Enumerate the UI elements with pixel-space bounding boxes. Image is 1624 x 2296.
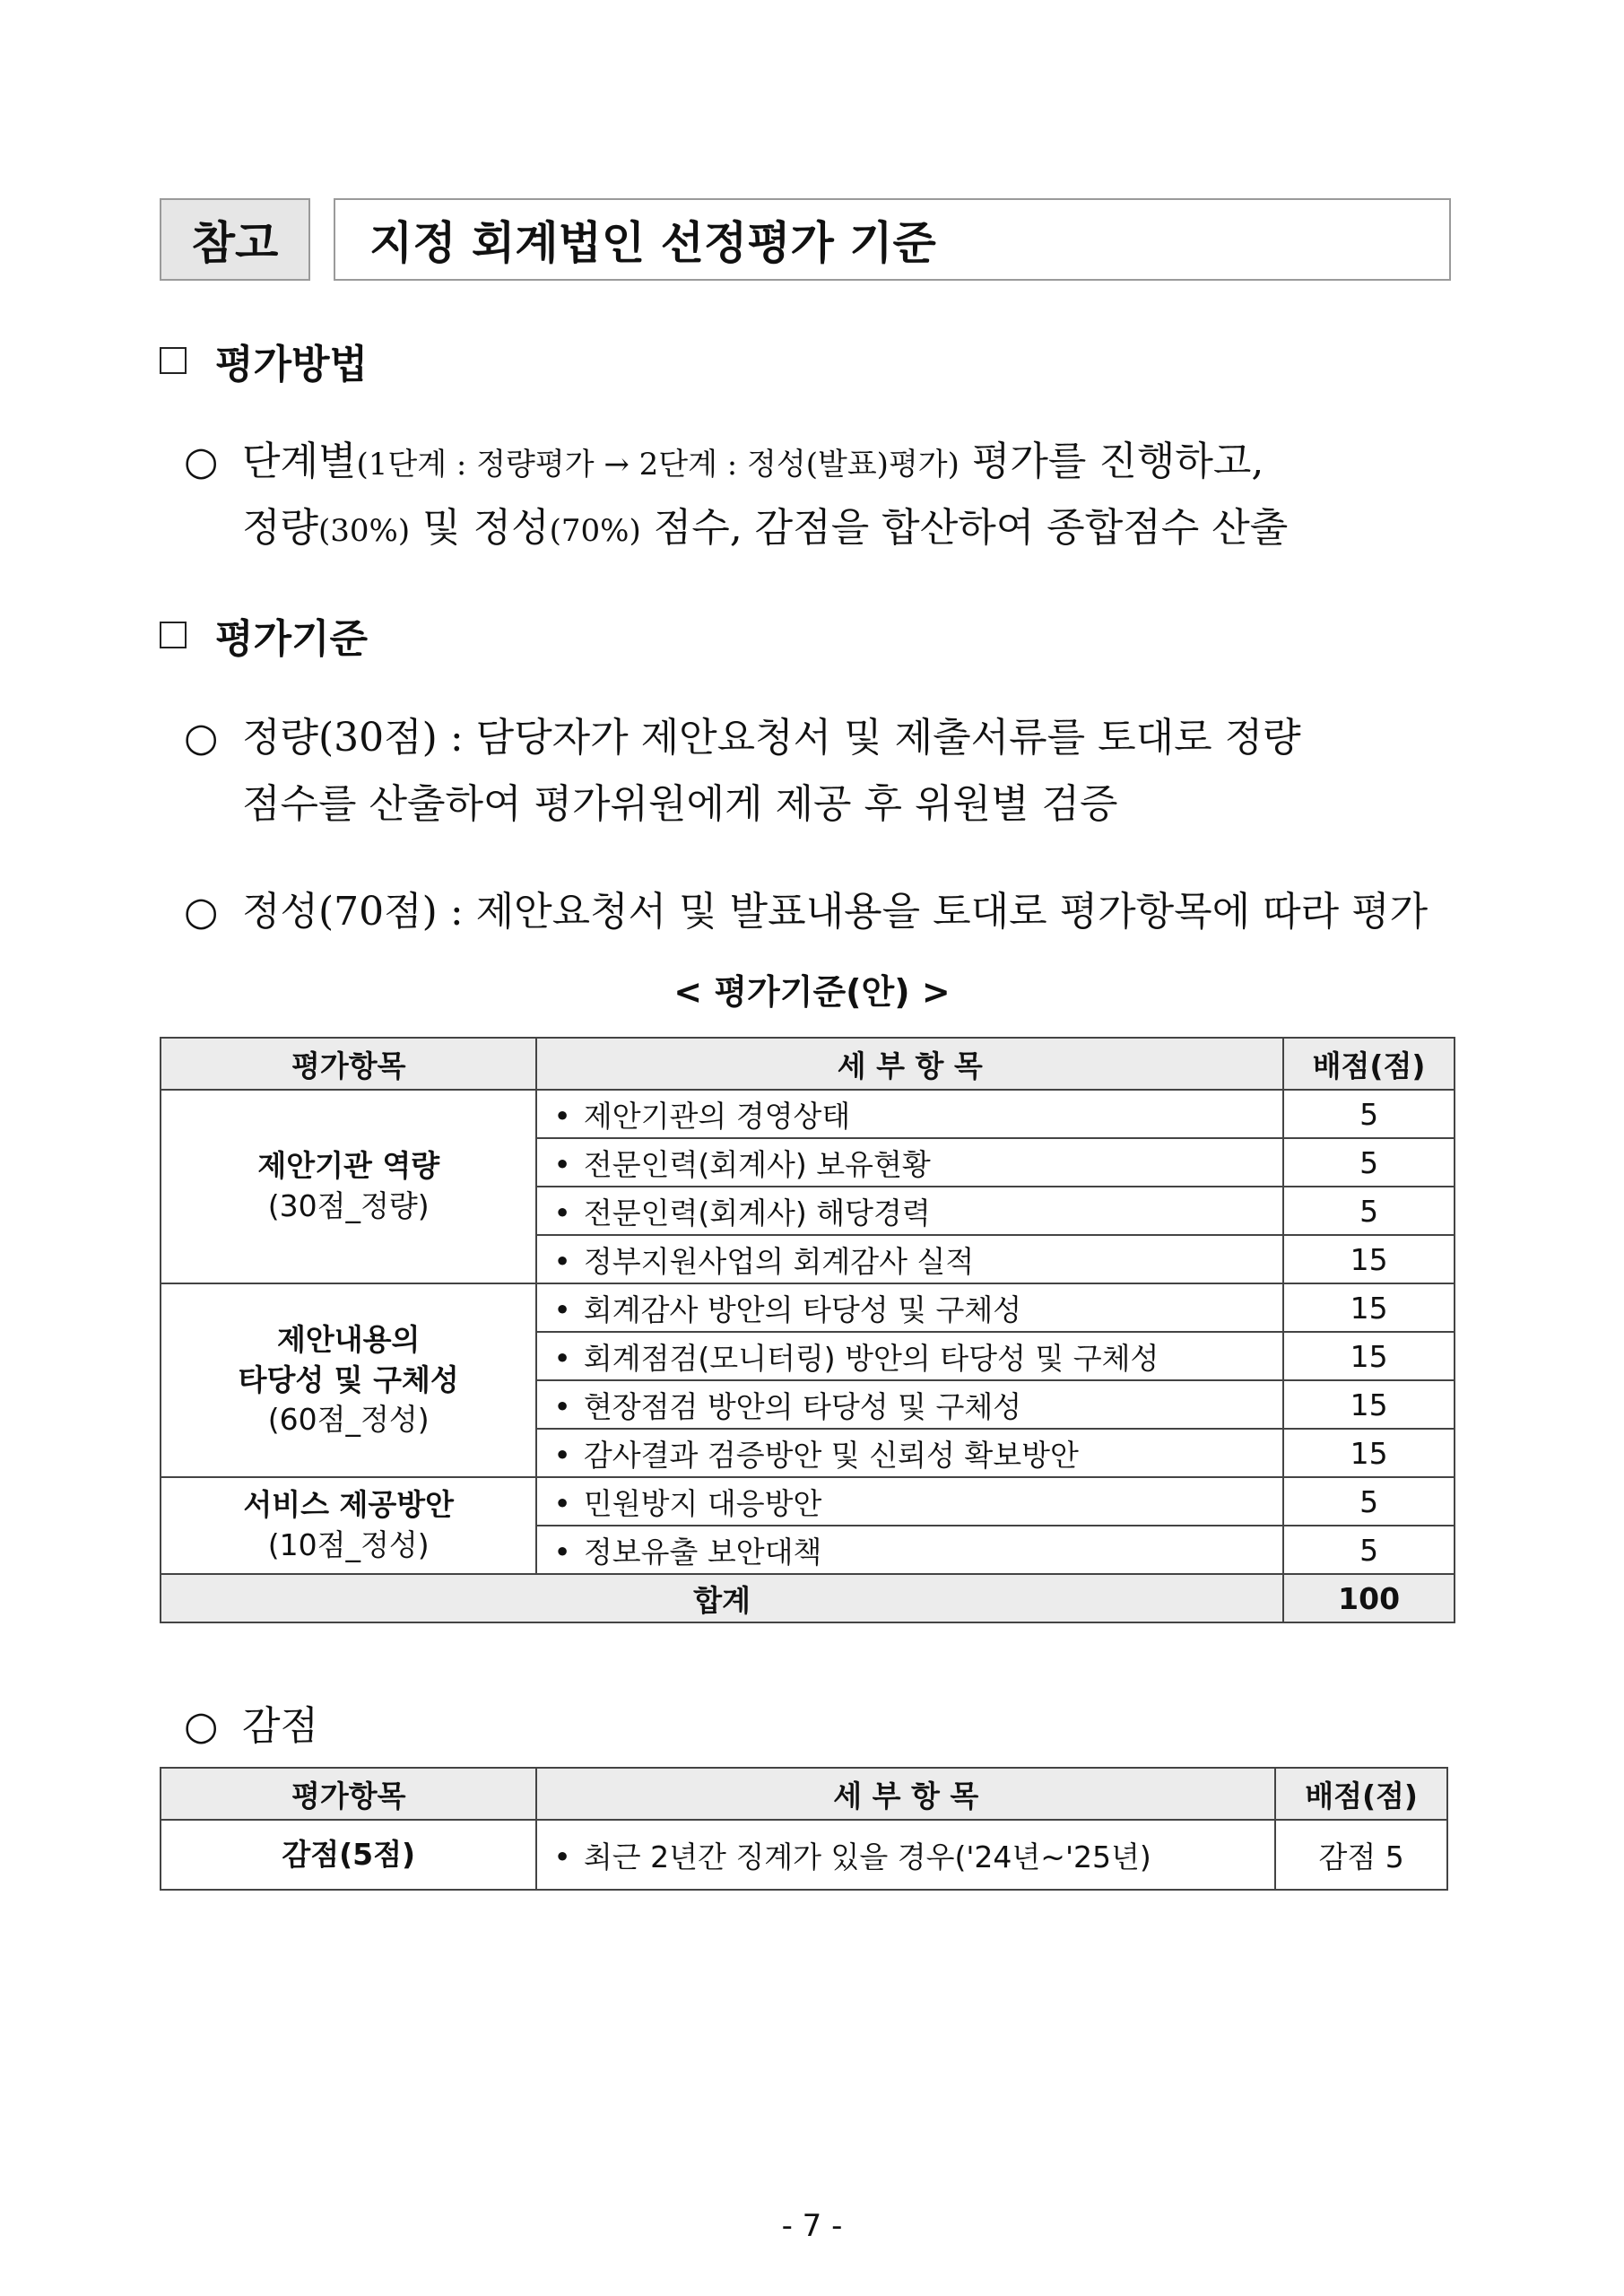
table-row	[161, 1820, 1447, 1890]
checkbox-square-icon	[160, 347, 187, 374]
category-name: 제안기관 역량	[257, 1148, 440, 1184]
points-cell: 15	[1283, 1429, 1455, 1477]
bullet-dot-icon: •	[553, 1292, 571, 1327]
checkbox-square-icon	[160, 622, 187, 648]
detail-cell	[536, 1090, 1283, 1138]
points-cell: 감점 5	[1275, 1820, 1447, 1890]
criteria-bullet-1	[184, 705, 1301, 762]
text-summary: 점수, 감점을 합산하여 종합점수 산출	[640, 505, 1289, 551]
detail-text: 정보유출 보안대책	[583, 1534, 822, 1570]
section-heading-text: 평가기준	[215, 616, 369, 662]
section-heading-criteria	[160, 606, 368, 664]
detail-text: 민원방지 대응방안	[583, 1485, 822, 1521]
bullet-dot-icon: •	[553, 1485, 571, 1521]
table-header-row	[161, 1768, 1447, 1820]
detail-cell	[536, 1477, 1283, 1526]
page-title: 지정 회계법인 선정평가 기준	[334, 198, 1451, 281]
points-cell: 15	[1283, 1235, 1455, 1283]
table-caption: < 평가기준(안) >	[673, 972, 951, 1012]
circle-bullet-icon: ○	[184, 889, 219, 935]
table-row	[161, 1090, 1455, 1138]
points-cell: 5	[1283, 1090, 1455, 1138]
criteria-bullet-1-cont: 점수를 산출하여 평가위원에게 제공 후 위원별 검증	[242, 781, 1118, 827]
total-label: 합계	[161, 1574, 1283, 1622]
category-name: 타당성 및 구체성	[238, 1361, 459, 1397]
detail-cell	[536, 1283, 1283, 1332]
detail-cell	[536, 1380, 1283, 1429]
category-cell	[161, 1283, 536, 1477]
header-detail: 세 부 항 목	[536, 1038, 1283, 1090]
detail-cell	[536, 1235, 1283, 1283]
criteria-qual-text: 정성(70점) : 제안요청서 및 발표내용을 토대로 평가항목에 따라 평가	[242, 889, 1429, 935]
detail-cell	[536, 1820, 1275, 1890]
detail-text: 제안기관의 경영상태	[583, 1098, 851, 1134]
circle-bullet-icon: ○	[184, 715, 219, 761]
detail-text: 감사결과 검증방안 및 신뢰성 확보방안	[583, 1437, 1079, 1473]
detail-cell	[536, 1429, 1283, 1477]
bullet-dot-icon: •	[553, 1437, 571, 1473]
detail-cell	[536, 1138, 1283, 1187]
method-line-2	[242, 495, 1288, 552]
detail-text: 회계점검(모니터링) 방안의 타당성 및 구체성	[583, 1340, 1159, 1376]
criteria-bullet-2	[184, 879, 1428, 936]
category-cell	[161, 1477, 536, 1574]
section-heading-method	[160, 332, 368, 389]
category-name: 감점(5점)	[282, 1836, 416, 1872]
text-and-qual: 및 정성	[410, 505, 550, 551]
header-category: 평가항목	[161, 1038, 536, 1090]
page-number: - 7 -	[781, 2208, 843, 2244]
points-cell: 15	[1283, 1332, 1455, 1380]
header-detail: 세 부 항 목	[536, 1768, 1275, 1820]
detail-cell	[536, 1187, 1283, 1235]
circle-bullet-icon: ○	[184, 1703, 219, 1749]
table-row	[161, 1283, 1455, 1332]
table-header-row	[161, 1038, 1455, 1090]
detail-text: 현장점검 방안의 타당성 및 구체성	[583, 1388, 1022, 1424]
detail-text: 최근 2년간 징계가 있을 경우('24년~'25년)	[583, 1839, 1151, 1874]
criteria-quant-text: 정량(30점) : 담당자가 제안요청서 및 제출서류를 토대로 정량	[242, 715, 1301, 761]
points-cell: 15	[1283, 1283, 1455, 1332]
deduction-heading-text: 감점	[242, 1703, 319, 1749]
total-points: 100	[1283, 1574, 1455, 1622]
circle-bullet-icon: ○	[184, 439, 219, 484]
header-points: 배점(점)	[1275, 1768, 1447, 1820]
header-points: 배점(점)	[1283, 1038, 1455, 1090]
detail-cell	[536, 1332, 1283, 1380]
bullet-dot-icon: •	[553, 1388, 571, 1424]
bullet-dot-icon: •	[553, 1098, 571, 1134]
points-cell: 5	[1283, 1526, 1455, 1574]
category-sub: (60점_정성)	[267, 1402, 430, 1438]
table-row	[161, 1477, 1455, 1526]
deduction-table	[160, 1767, 1448, 1891]
points-cell: 15	[1283, 1380, 1455, 1429]
evaluation-table	[160, 1037, 1455, 1623]
category-name: 제안내용의	[277, 1322, 421, 1358]
section-heading-text: 평가방법	[215, 342, 369, 387]
header-category: 평가항목	[161, 1768, 536, 1820]
detail-text: 전문인력(회계사) 해당경력	[583, 1195, 931, 1231]
points-cell: 5	[1283, 1138, 1455, 1187]
bullet-dot-icon: •	[553, 1340, 571, 1376]
text-quant: 정량	[242, 505, 319, 551]
category-cell	[161, 1820, 536, 1890]
method-stage-text: (1단계 : 정량평가 → 2단계 : 정성(발표)평가)	[356, 447, 960, 483]
bullet-dot-icon: •	[553, 1243, 571, 1279]
category-name: 서비스 제공방안	[243, 1487, 455, 1523]
reference-label: 참고	[160, 198, 310, 281]
points-cell: 5	[1283, 1477, 1455, 1526]
total-row	[161, 1574, 1455, 1622]
points-cell: 5	[1283, 1187, 1455, 1235]
detail-text: 정부지원사업의 회계감사 실적	[583, 1243, 975, 1279]
category-cell	[161, 1090, 536, 1283]
method-line-1	[184, 429, 1264, 486]
category-sub: (30점_정량)	[267, 1188, 430, 1223]
bullet-dot-icon: •	[553, 1195, 571, 1231]
bullet-dot-icon: •	[553, 1839, 571, 1874]
text-quant-pct: (30%)	[318, 513, 411, 549]
detail-text: 회계감사 방안의 타당성 및 구체성	[583, 1292, 1022, 1327]
method-text: 단계별	[242, 439, 357, 484]
bullet-dot-icon: •	[553, 1146, 571, 1182]
bullet-dot-icon: •	[553, 1534, 571, 1570]
method-tail-text: 평가를 진행하고,	[959, 439, 1264, 484]
deduction-heading	[184, 1693, 318, 1751]
detail-text: 전문인력(회계사) 보유현황	[583, 1146, 931, 1182]
detail-cell	[536, 1526, 1283, 1574]
category-sub: (10점_정성)	[267, 1527, 430, 1562]
text-qual-pct: (70%)	[549, 513, 641, 549]
